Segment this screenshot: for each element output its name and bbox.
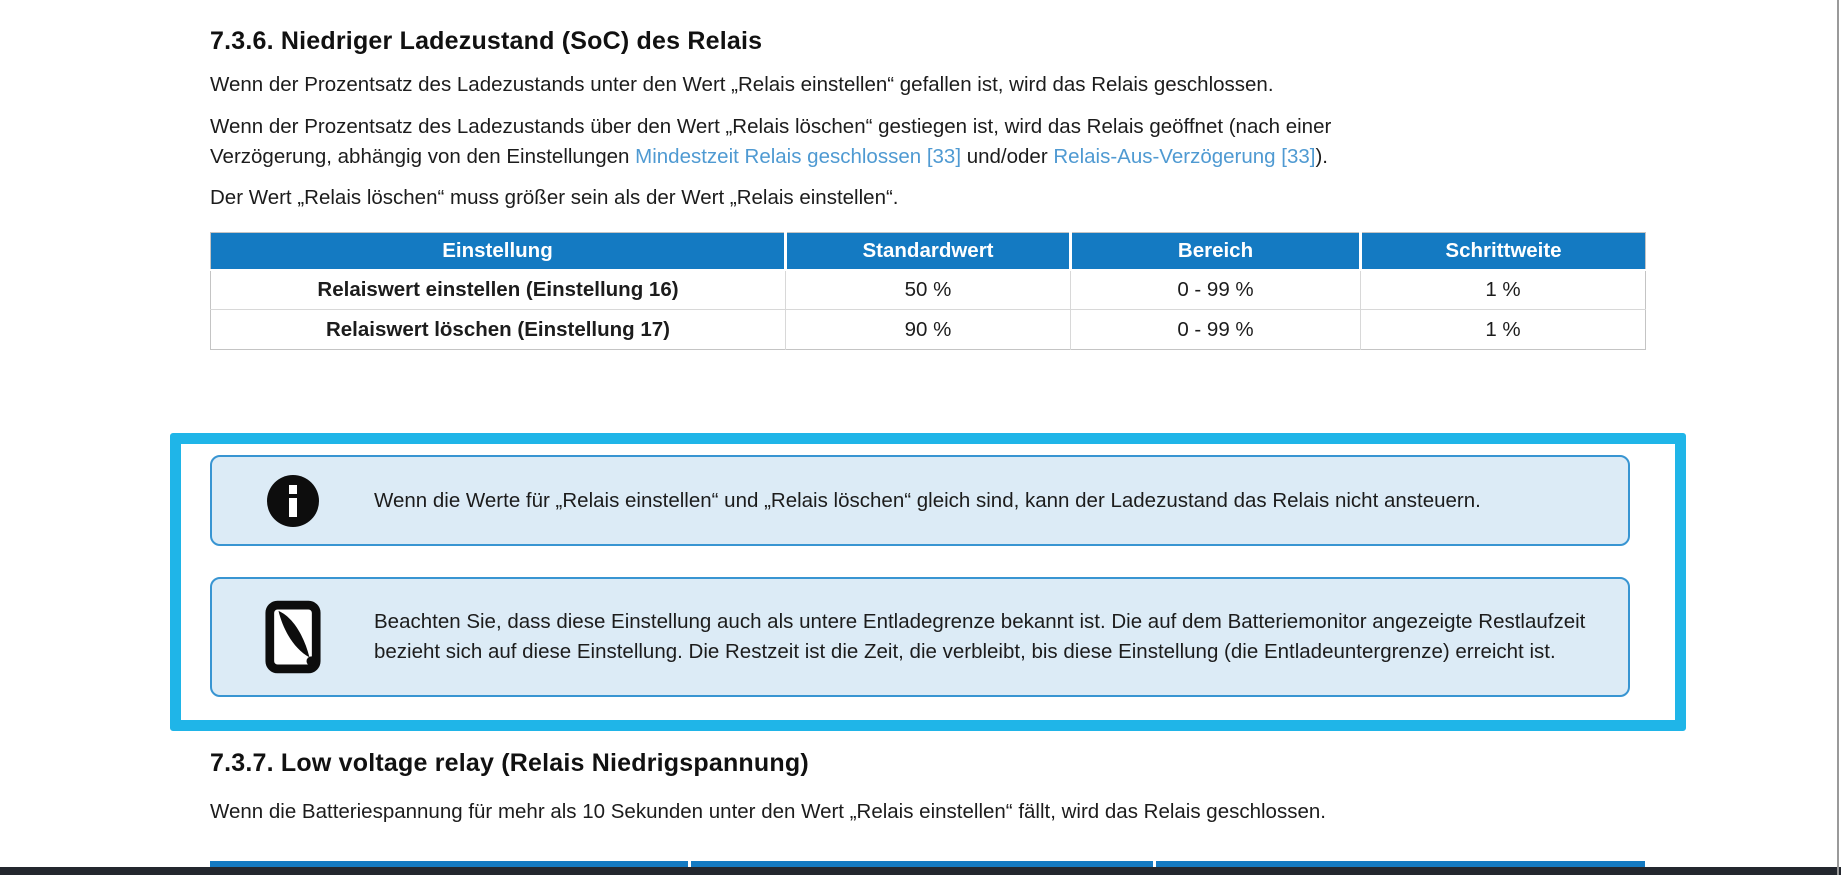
section-heading-737: 7.3.7. Low voltage relay (Relais Niedrigspannung) [210,749,809,777]
info-note-text: Wenn die Werte für „Relais einstellen“ und „Relais löschen“ gleich sind, kann der Ladezustand das Relais nicht ansteuern. [374,488,1481,512]
paragraph-line: Wenn der Prozentsatz des Ladezustands über den Wert „Relais löschen“ gestiegen ist, wird das Relais geöffnet (nach einer [210,115,1332,138]
window-edge-line [1837,0,1839,875]
cell-setting: Relaiswert löschen (Einstellung 17) [211,310,786,350]
link-relais-aus-verzoegerung[interactable]: Relais-Aus-Verzögerung [33] [1053,145,1316,168]
table-row [211,310,1646,350]
cell-setting: Relaiswert einstellen (Einstellung 16) [211,270,786,310]
paragraph-soc-gestiegen [210,112,1670,172]
cell-step: 1 % [1485,317,1521,341]
section-heading-736: 7.3.6. Niedriger Ladezustand (SoC) des Relais [210,27,763,55]
col-header-einstellung: Einstellung [211,233,786,270]
cell-step: 1 % [1361,270,1646,310]
paragraph-line: Verzögerung, abhängig von den Einstellungen Mindestzeit Relais geschlossen [33] und/oder Relais-Aus-Verzögerung [33]). [210,145,1328,168]
paragraph-soc-fallen: Wenn der Prozentsatz des Ladezustands unter den Wert „Relais einstellen“ gefallen ist, wird das Relais geschlossen. [210,73,1274,96]
info-icon [212,474,374,528]
remark-note-box [210,577,1630,697]
bottom-bar [0,867,1841,875]
table-header-row [211,233,1646,270]
paragraph-wert-groesser: Der Wert „Relais löschen“ muss größer sein als der Wert „Relais einstellen“. [210,186,899,209]
settings-table [210,232,1646,350]
col-header-schrittweite: Schrittweite [1361,233,1646,270]
table-row [211,270,1646,310]
cell-default: 90 % [786,310,1071,350]
paragraph-batteriespannung: Wenn die Batteriespannung für mehr als 10 Sekunden unter den Wert „Relais einstellen“ fällt, wird das Relais geschlossen. [210,800,1326,823]
col-header-standardwert: Standardwert [786,233,1071,270]
remark-note-text: Beachten Sie, dass diese Einstellung auch als untere Entladegrenze bekannt ist. Die auf dem Batteriemonitor angezeigte Restlaufzeit bezieht sich auf diese Einstellung. Die Restzeit ist die Zeit, die verbleibt, bis diese Einstellung (die Entladeuntergrenze) erreicht ist. [374,610,1586,663]
note-pencil-icon [212,600,374,674]
col-header-bereich: Bereich [1071,233,1361,270]
info-note-box [210,455,1630,546]
cell-range: 0 - 99 % [1071,270,1361,310]
link-mindestzeit-relais[interactable]: Mindestzeit Relais geschlossen [33] [635,145,962,168]
cell-default: 50 % [786,270,1071,310]
cell-range: 0 - 99 % [1071,310,1361,350]
